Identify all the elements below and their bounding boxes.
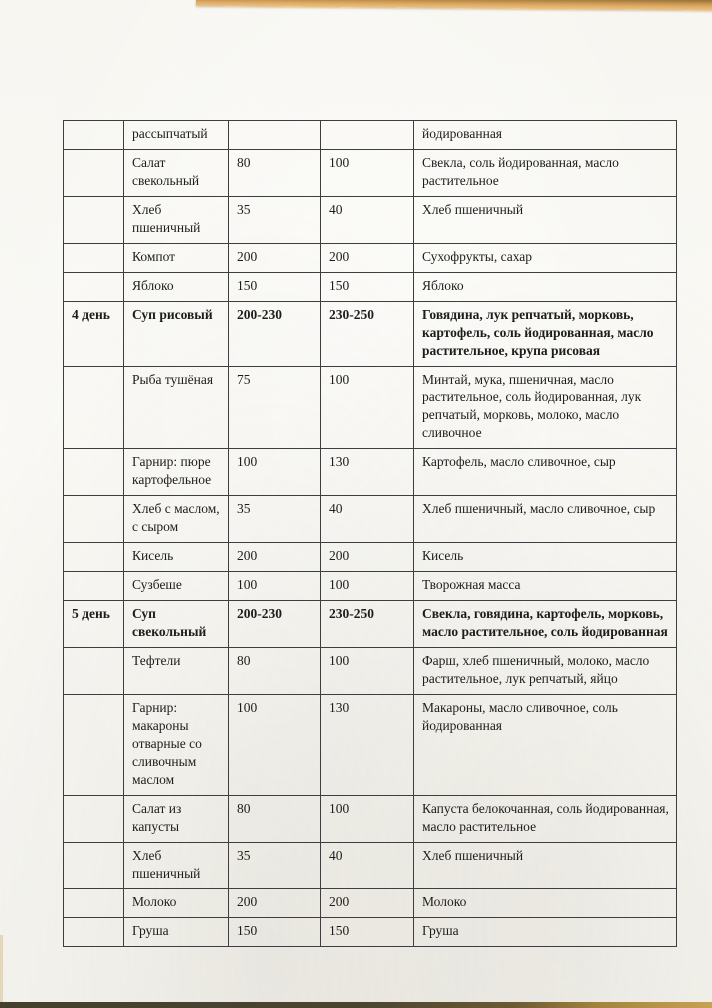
portion2-cell: 100 (321, 647, 414, 694)
menu-row (64, 601, 677, 648)
dish-cell: Гарнир: макароны отварные со сливочным маслом (124, 694, 229, 795)
ingredients-cell: Фарш, хлеб пшеничный, молоко, масло растительное, лук репчатый, яйцо (414, 647, 677, 694)
portion2-cell: 40 (321, 196, 414, 243)
day-cell (64, 196, 124, 243)
portion2-cell: 230-250 (321, 601, 414, 648)
portion2-cell: 100 (321, 572, 414, 601)
ingredients-cell: Кисель (414, 543, 677, 572)
menu-row (64, 647, 677, 694)
dish-cell: Яблоко (124, 272, 229, 301)
portion2-cell: 100 (321, 366, 414, 449)
portion2-cell: 150 (321, 918, 414, 947)
menu-row (64, 572, 677, 601)
menu-row (64, 301, 677, 366)
day-cell (64, 272, 124, 301)
portion1-cell: 100 (229, 694, 321, 795)
menu-row (64, 243, 677, 272)
menu-table-body (64, 121, 677, 947)
menu-row (64, 366, 677, 449)
portion1-cell: 80 (229, 647, 321, 694)
dish-cell: Компот (124, 243, 229, 272)
portion1-cell: 35 (229, 842, 321, 889)
portion1-cell: 150 (229, 272, 321, 301)
portion2-cell: 100 (321, 149, 414, 196)
portion2-cell: 100 (321, 795, 414, 842)
ingredients-cell: Хлеб пшеничный, масло сливочное, сыр (414, 496, 677, 543)
menu-row (64, 196, 677, 243)
portion1-cell: 200 (229, 889, 321, 918)
ingredients-cell: Свекла, говядина, картофель, морковь, масло растительное, соль йодированная (414, 601, 677, 648)
portion2-cell: 40 (321, 496, 414, 543)
menu-row (64, 496, 677, 543)
day-cell (64, 121, 124, 150)
dish-cell: Хлеб пшеничный (124, 196, 229, 243)
ingredients-cell: Говядина, лук репчатый, морковь, картофель, соль йодированная, масло растительное, крупа рисовая (414, 301, 677, 366)
portion1-cell: 100 (229, 449, 321, 496)
portion2-cell: 200 (321, 243, 414, 272)
menu-row (64, 272, 677, 301)
menu-row (64, 918, 677, 947)
menu-row (64, 694, 677, 795)
portion1-cell: 80 (229, 149, 321, 196)
ingredients-cell: Сухофрукты, сахар (414, 243, 677, 272)
ingredients-cell: Минтай, мука, пшеничная, масло растительное, соль йодированная, лук репчатый, морковь, молоко, масло сливочное (414, 366, 677, 449)
ingredients-cell: йодированная (414, 121, 677, 150)
day-cell (64, 647, 124, 694)
portion1-cell: 150 (229, 918, 321, 947)
day-cell (64, 572, 124, 601)
day-cell (64, 918, 124, 947)
day-cell (64, 842, 124, 889)
day-cell (64, 795, 124, 842)
dish-cell: Салат свекольный (124, 149, 229, 196)
ingredients-cell: Яблоко (414, 272, 677, 301)
dish-cell: Хлеб пшеничный (124, 842, 229, 889)
photo-left-edge (0, 935, 3, 1005)
day-cell: 4 день (64, 301, 124, 366)
portion2-cell: 200 (321, 889, 414, 918)
ingredients-cell: Капуста белокочанная, соль йодированная, масло растительное (414, 795, 677, 842)
menu-row (64, 543, 677, 572)
portion2-cell: 130 (321, 694, 414, 795)
dish-cell: Сузбеше (124, 572, 229, 601)
menu-row (64, 889, 677, 918)
portion1-cell (229, 121, 321, 150)
ingredients-cell: Хлеб пшеничный (414, 196, 677, 243)
portion1-cell: 35 (229, 196, 321, 243)
portion1-cell: 200 (229, 543, 321, 572)
day-cell (64, 149, 124, 196)
portion1-cell: 80 (229, 795, 321, 842)
dish-cell: рассыпчатый (124, 121, 229, 150)
portion1-cell: 35 (229, 496, 321, 543)
ingredients-cell: Груша (414, 918, 677, 947)
dish-cell: Суп рисовый (124, 301, 229, 366)
portion2-cell: 150 (321, 272, 414, 301)
day-cell (64, 243, 124, 272)
menu-table (63, 120, 677, 947)
portion2-cell (321, 121, 414, 150)
menu-row (64, 842, 677, 889)
portion2-cell: 230-250 (321, 301, 414, 366)
portion1-cell: 100 (229, 572, 321, 601)
menu-row (64, 121, 677, 150)
desk-surface-top-edge (196, 0, 712, 11)
ingredients-cell: Хлеб пшеничный (414, 842, 677, 889)
menu-row (64, 795, 677, 842)
portion1-cell: 200 (229, 243, 321, 272)
ingredients-cell: Свекла, соль йодированная, масло растительное (414, 149, 677, 196)
menu-row (64, 449, 677, 496)
dish-cell: Рыба тушёная (124, 366, 229, 449)
day-cell (64, 889, 124, 918)
photo-bottom-edge (0, 1002, 712, 1008)
dish-cell: Хлеб с маслом, с сыром (124, 496, 229, 543)
portion2-cell: 130 (321, 449, 414, 496)
day-cell (64, 449, 124, 496)
day-cell (64, 496, 124, 543)
day-cell (64, 543, 124, 572)
ingredients-cell: Творожная масса (414, 572, 677, 601)
day-cell: 5 день (64, 601, 124, 648)
dish-cell: Груша (124, 918, 229, 947)
menu-row (64, 149, 677, 196)
dish-cell: Гарнир: пюре картофельное (124, 449, 229, 496)
ingredients-cell: Картофель, масло сливочное, сыр (414, 449, 677, 496)
dish-cell: Кисель (124, 543, 229, 572)
portion2-cell: 40 (321, 842, 414, 889)
ingredients-cell: Молоко (414, 889, 677, 918)
portion1-cell: 200-230 (229, 601, 321, 648)
dish-cell: Тефтели (124, 647, 229, 694)
dish-cell: Салат из капусты (124, 795, 229, 842)
day-cell (64, 366, 124, 449)
portion2-cell: 200 (321, 543, 414, 572)
portion1-cell: 75 (229, 366, 321, 449)
portion1-cell: 200-230 (229, 301, 321, 366)
ingredients-cell: Макароны, масло сливочное, соль йодированная (414, 694, 677, 795)
dish-cell: Молоко (124, 889, 229, 918)
day-cell (64, 694, 124, 795)
dish-cell: Суп свекольный (124, 601, 229, 648)
